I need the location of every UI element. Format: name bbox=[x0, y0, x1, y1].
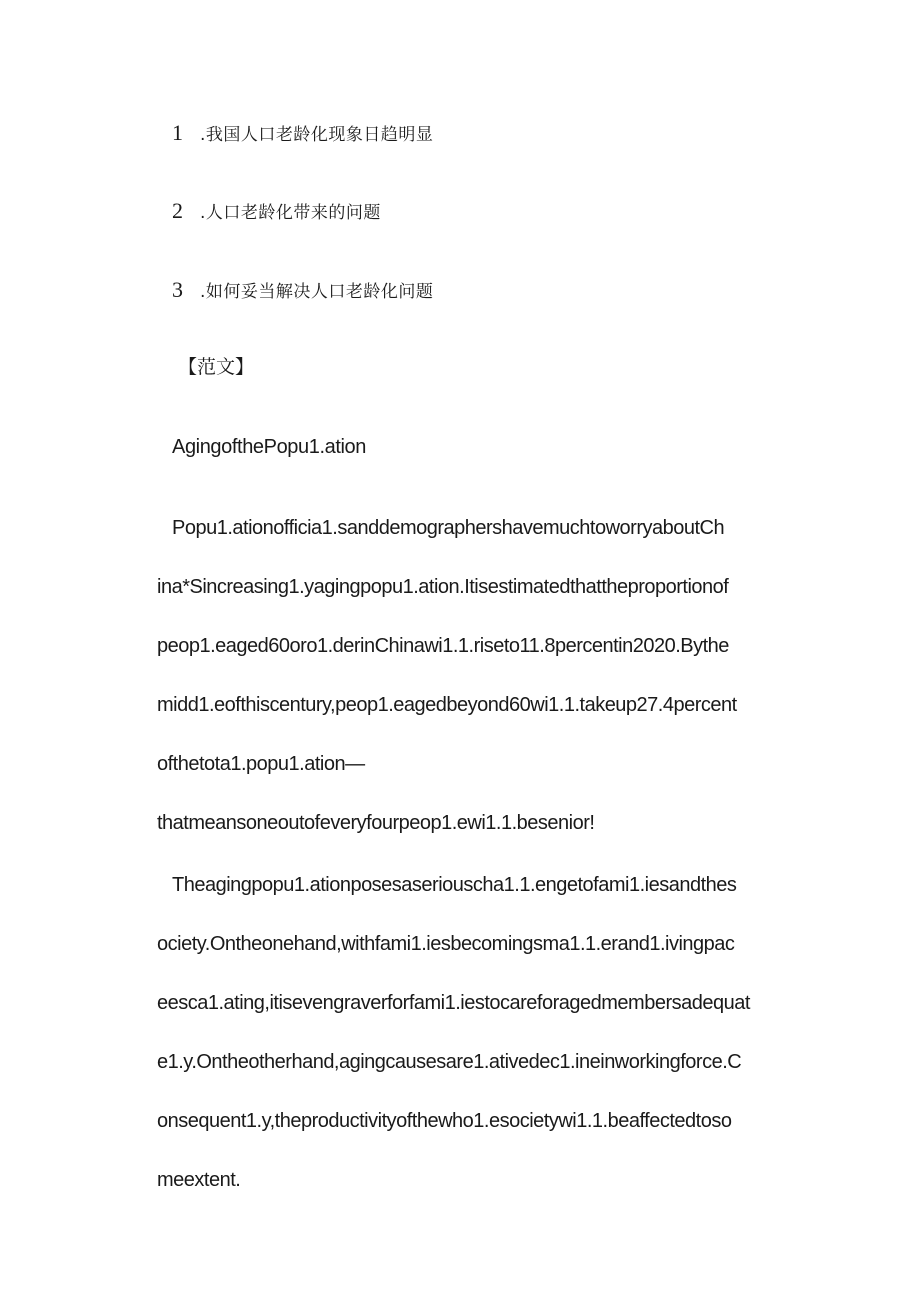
paragraph-line: ofthetota1.popu1.ation— bbox=[157, 753, 365, 775]
outline-item-1 bbox=[172, 118, 433, 148]
outline-number: 1 bbox=[172, 120, 183, 145]
outline-text: .人口老龄化带来的问题 bbox=[200, 203, 381, 223]
outline-text: .我国人口老龄化现象日趋明显 bbox=[200, 125, 434, 145]
paragraph-line: ina*Sincreasing1.yagingpopu1.ation.Itisestimatedthattheproportionof bbox=[157, 576, 729, 598]
paragraph-line: ociety.Ontheonehand,withfami1.iesbecomingsma1.1.erand1.ivingpac bbox=[157, 933, 735, 955]
outline-item-2 bbox=[172, 196, 381, 226]
paragraph-line: e1.y.Ontheotherhand,agingcausesare1.ativedec1.ineinworkingforce.C bbox=[157, 1051, 742, 1073]
paragraph-line: thatmeansoneoutofeveryfourpeop1.ewi1.1.besenior! bbox=[157, 812, 595, 834]
paragraph-line: peop1.eaged60oro1.derinChinawi1.1.riseto11.8percentin2020.Bythe bbox=[157, 635, 729, 657]
paragraph-1 bbox=[157, 513, 792, 867]
outline-text: .如何妥当解决人口老龄化问题 bbox=[200, 282, 434, 302]
paragraph-line: midd1.eofthiscentury,peop1.eagedbeyond60wi1.1.takeup27.4percent bbox=[157, 694, 737, 716]
outline-item-3 bbox=[172, 275, 433, 305]
section-heading: 【范文】 bbox=[178, 356, 255, 378]
essay-title: AgingofthePopu1.ation bbox=[172, 436, 366, 458]
outline-number: 2 bbox=[172, 198, 183, 223]
paragraph-line: meextent. bbox=[157, 1169, 241, 1191]
paragraph-2 bbox=[157, 870, 792, 1224]
outline-number: 3 bbox=[172, 277, 183, 302]
paragraph-line: eesca1.ating,itisevengraverforfami1.iestocareforagedmembersadequat bbox=[157, 992, 750, 1014]
paragraph-line: Theagingpopu1.ationposesaseriouscha1.1.engetofami1.iesandthes bbox=[172, 874, 737, 896]
paragraph-line: Popu1.ationofficia1.sanddemographershavemuchtoworryaboutCh bbox=[172, 517, 725, 539]
paragraph-line: onsequent1.y,theproductivityofthewho1.esocietywi1.1.beaffectedtoso bbox=[157, 1110, 732, 1132]
